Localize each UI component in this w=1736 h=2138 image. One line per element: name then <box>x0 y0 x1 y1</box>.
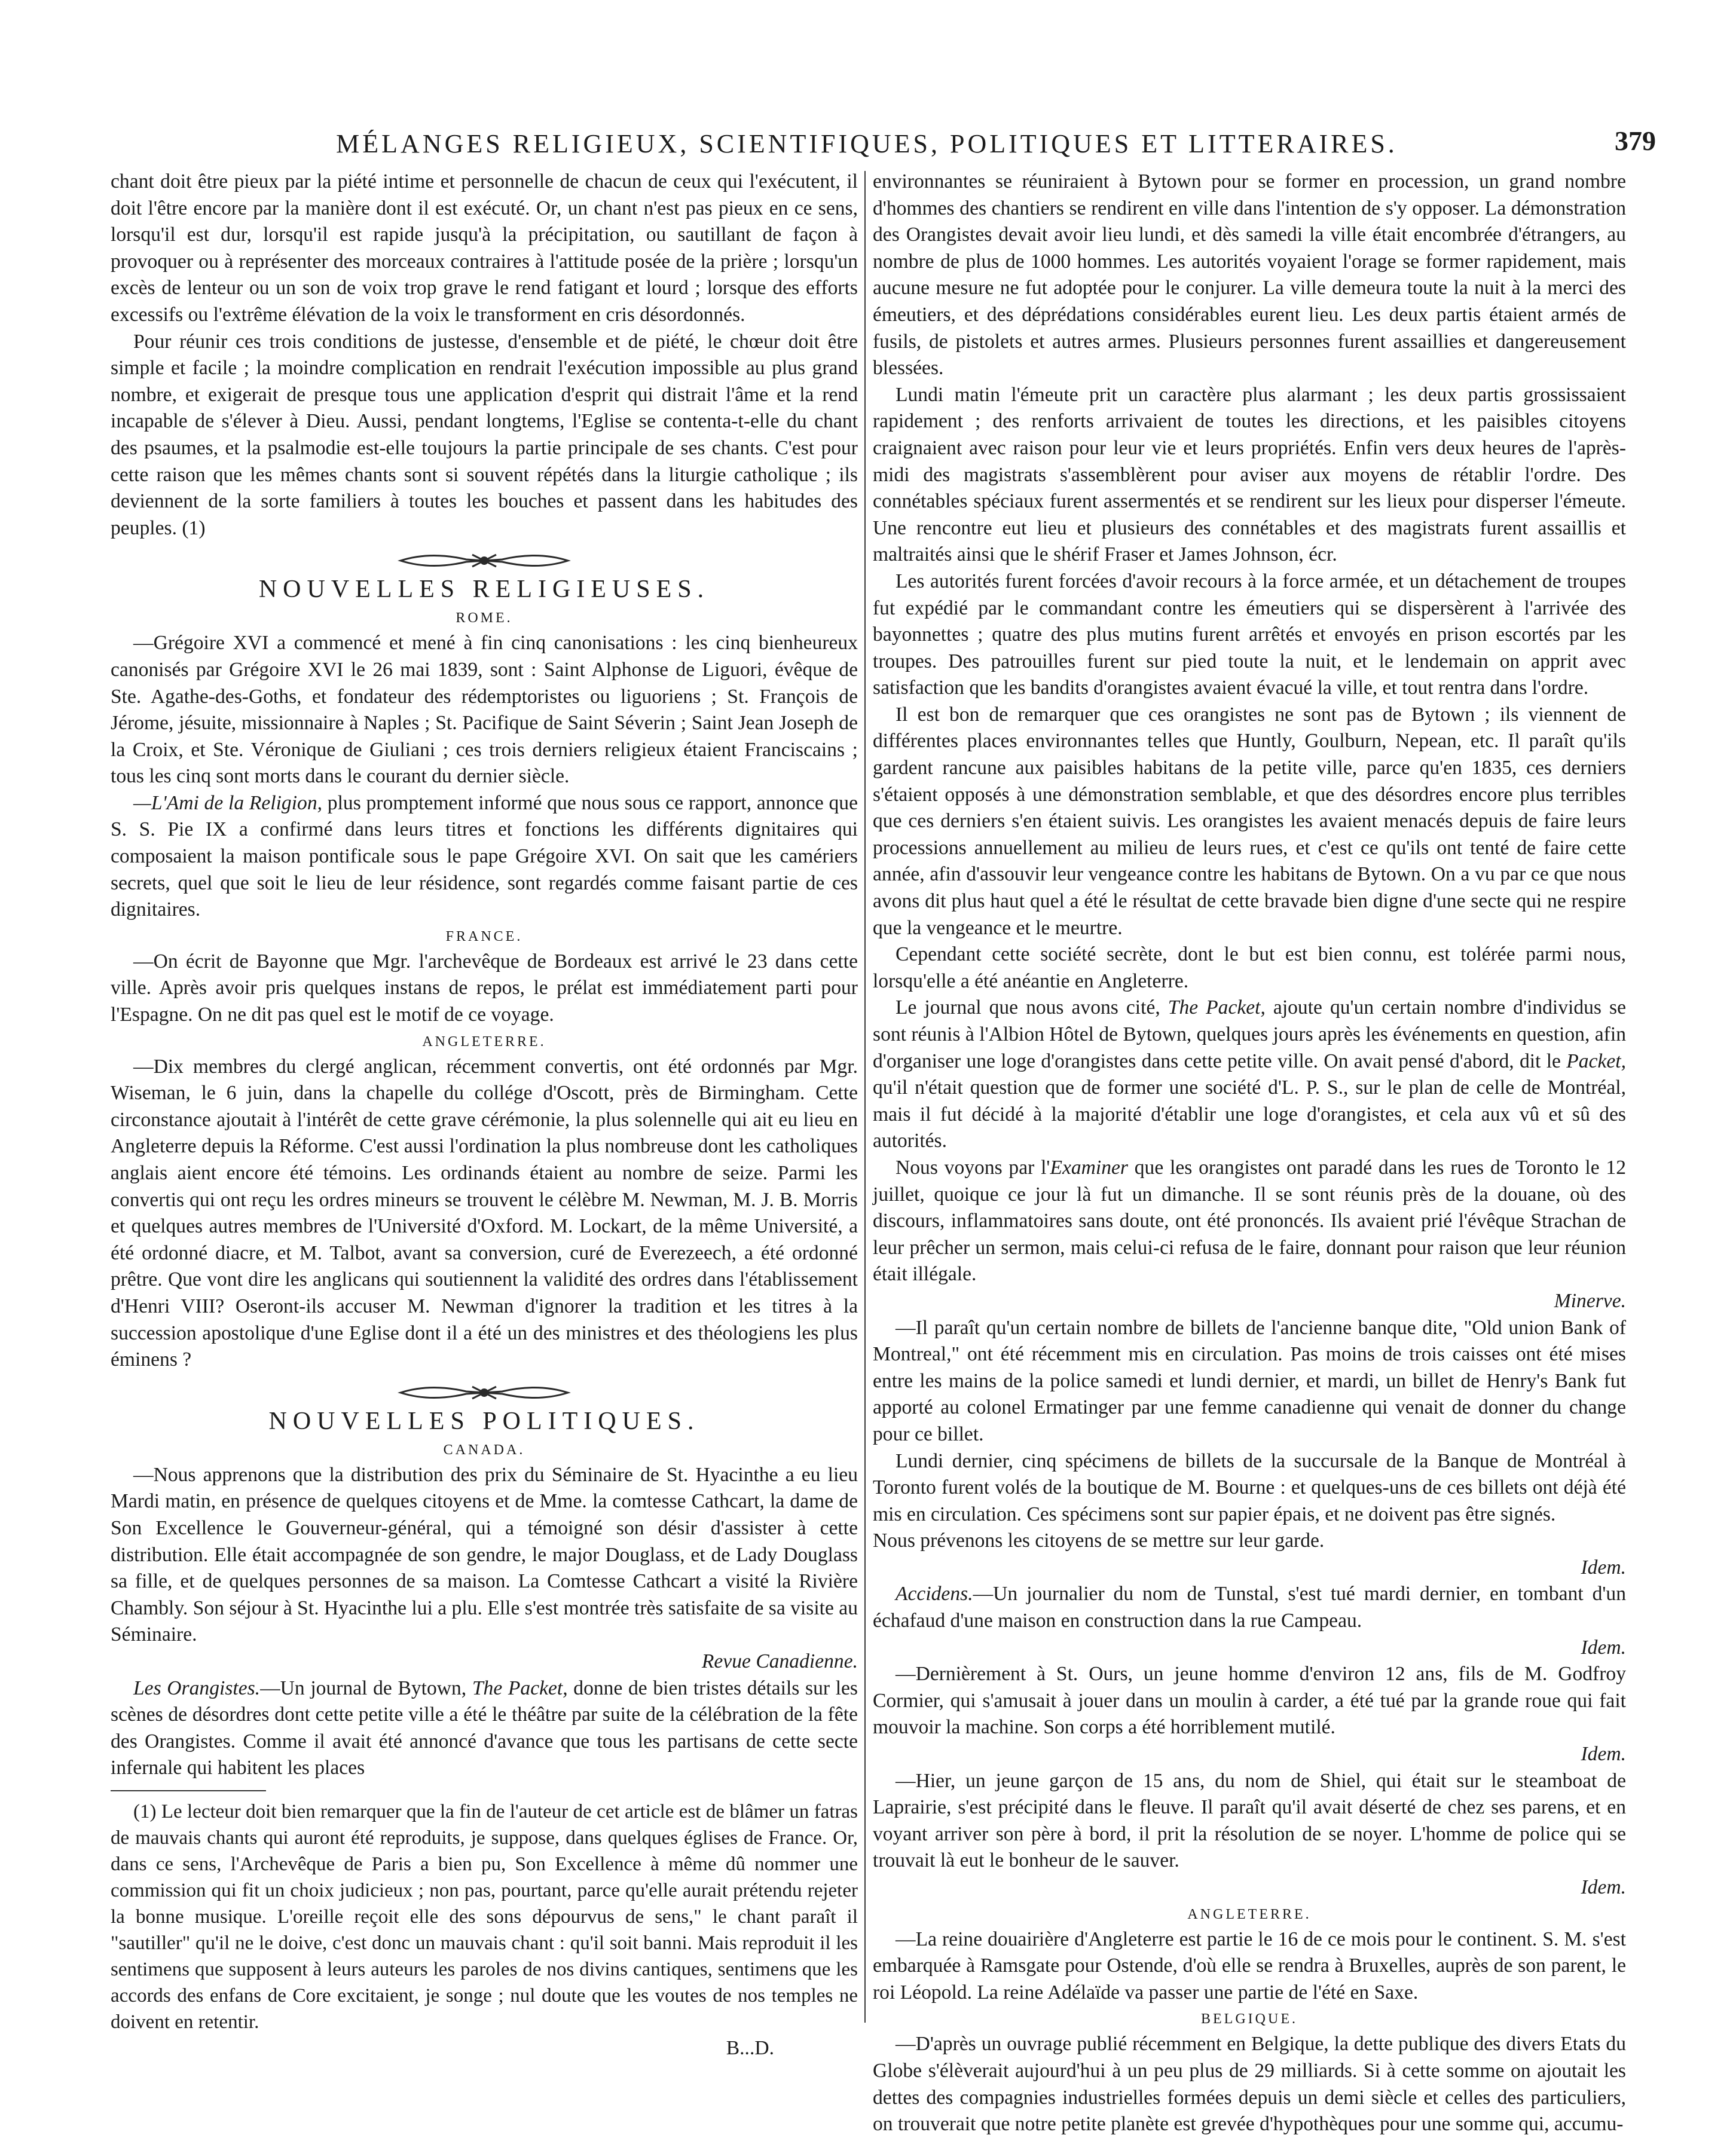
subheading-canada: CANADA. <box>443 1442 525 1458</box>
section-title-religious: NOUVELLES RELIGIEUSES. <box>258 576 710 604</box>
page-number: 379 <box>1615 126 1656 156</box>
right-column <box>873 169 1626 2136</box>
paragraph-packet <box>873 995 1626 1155</box>
publication-name: Examiner <box>1050 1156 1128 1179</box>
paragraph: —Il paraît qu'un certain nombre de billets de l'ancienne banque dite, "Old union Bank of Montreal," ont été récemment mis en circulation. Pas moins de trois caisses ont été mises entre les mains de la police samedi et lundi dernier, et mardi, un billet de Henry's Bank fut apporté au colonel Ermatinger par une femme canadienne qui venait de donner du change pour ce billet. <box>873 1316 1626 1445</box>
source-credit: Idem. <box>1581 1556 1626 1579</box>
paragraph-text: plus promptement informé que nous sous ce rapport, annonce que S. S. Pie IX a confirmé dans leurs titres et fonctions les différents dignitaires qui composaient la maison pontificale sous le pape Grégoire XVI. On sait que les camériers secrets, quel que soit le lieu de leur résidence, sont regardés comme faisant partie de ces dignitaires. <box>111 791 858 921</box>
paragraph: Il est bon de remarquer que ces orangistes ne sont pas de Bytown ; ils viennent de différentes places environnantes telles que Huntly, Goulburn, Nepean, etc. Il paraît qu'ils gardent rancune aux paisibles habitans de la petite ville, parce qu'en 1835, ces derniers s'étaient opposés à une démonstration semblable, et que des désordres encore plus terribles que ces derniers s'en étaient suivis. Les orangistes les avaient menacés depuis de faire leurs processions annuellement au milieu de leurs rues, et c'est ce qu'ils ont tenté de faire cette année, afin d'assouvir leur vengeance contre les habitans de Bytown. On a vu par ce que nous avons dit plus haut quel a été le résultat de cette bravade bien digne d'une secte qui ne respire que la vengeance et le meurtre. <box>873 703 1626 939</box>
paragraph: —La reine douairière d'Angleterre est partie le 16 de ce mois pour le continent. S. M. s'est embarquée à Ramsgate pour Ostende, d'où elle se rendra à Bruxelles, auprès de son parent, le roi Léopold. La reine Adélaïde va passer une partie de l'été en Saxe. <box>873 1928 1626 2004</box>
source-credit: Idem. <box>1581 1876 1626 1898</box>
ornament-icon <box>395 1381 574 1405</box>
running-head <box>78 117 1656 164</box>
ornament-divider <box>111 1380 858 1406</box>
ornament-divider <box>111 548 858 574</box>
paragraph: environnantes se réuniraient à Bytown pour se former en procession, un grand nombre d'hommes des chantiers se rendirent en ville dans l'intention de s'y opposer. La démonstration des Orangistes devait avoir lieu lundi, et dès samedi la ville était encombrée d'étrangers, au nombre de plus de 1000 hommes. Les autorités voyaient l'orage se former rapidement, mais aucune mesure ne fut adoptée pour le conjurer. La ville demeura toute la nuit à la merci des émeutiers, et des déprédations considérables eurent lieu. Les deux partis étaient armés de fusils, de pistolets et autres armes. Plusieurs personnes furent assaillies et dangereusement blessées. <box>873 170 1626 380</box>
paragraph-text: Nous voyons par l' <box>895 1156 1050 1179</box>
footnote <box>111 1799 858 2062</box>
subheading-angleterre: ANGLETERRE. <box>422 1033 546 1050</box>
publication-name: The Packet, <box>472 1677 568 1699</box>
paragraph-examiner <box>873 1155 1626 1288</box>
paragraph: —On écrit de Bayonne que Mgr. l'archevêque de Bordeaux est arrivé le 23 dans cette ville. Après avoir pris quelques instans de repos, le prélat est immédiatement parti pour l'Espagne. On ne dit pas quel est le motif de ce voyage. <box>111 950 858 1026</box>
paragraph: Pour réunir ces trois conditions de justesse, d'ensemble et de piété, le chœur doit être simple et facile ; la moindre complication en rendrait l'exécution impossible au plus grand nombre, et exigerait de presque tous une application d'esprit qui distrait l'âme et la rend incapable de s'élever à Dieu. Aussi, pendant longtems, l'Eglise se contenta-t-elle du chant des psaumes, et la psalmodie est-elle toujours la partie principale de ses chants. C'est pour cette raison que les mêmes chants sont si souvent répétés dans la liturgie catholique ; ils deviennent de la sorte familiers à toutes les bouches et passent dans les habitudes des peuples. (1) <box>111 330 858 539</box>
left-column <box>111 169 858 2059</box>
subheading-belgique: BELGIQUE. <box>1201 2011 1298 2027</box>
paragraph: —Dix membres du clergé anglican, récemment convertis, ont été ordonnés par Mgr. Wiseman, le 6 juin, dans la chapelle du collége d'Oscott, près de Birmingham. Cette circonstance ajoutait à l'intérêt de cette grave cérémonie, la plus solennelle qui ait eu lieu en Angleterre depuis la Réforme. C'est aussi l'ordination la plus nombreuse dont les catholiques anglais aient encore été témoins. Les ordinands étaient au nombre de seize. Parmi les convertis qui ont reçu les ordres mineurs se trouvent le célèbre M. Newman, M. J. B. Morris et quelques autres membres de l'Université d'Oxford. M. Lockart, de la même Université, a été ordonné diacre, et M. Talbot, avant sa conversion, curé de Everezeech, a été ordonné prêtre. Que vont dire les anglicans qui soutiennent la validité des ordres dans l'établissement d'Henri VIII? Oseront-ils accuser M. Newman d'ignorer la tradition et les titres à la succession apostolique d'une Eglise dont il a été un des ministres et des théologiens les plus éminens ? <box>111 1055 858 1371</box>
ornament-icon <box>395 549 574 573</box>
paragraph-text: Le journal que nous avons cité, <box>895 996 1168 1019</box>
paragraph: Cependant cette société secrète, dont le but est bien connu, est tolérée parmi nous, lorsqu'elle a été anéantie en Angleterre. <box>873 943 1626 992</box>
article-label: Les Orangistes. <box>133 1677 261 1699</box>
footnote-rule <box>111 1790 266 1791</box>
paragraph: Lundi dernier, cinq spécimens de billets de la succursale de la Banque de Montréal à Toronto furent volés de la boutique de M. Bourne : et quelques-uns de ces billets ont déjà été mis en circulation. Ces spécimens sont sur papier épais, et ne doivent pas être signés. <box>873 1449 1626 1525</box>
paragraph-text: —Un journalier du nom de Tunstal, s'est tué mardi dernier, en tombant d'un échafaud d'une maison en construction dans la rue Campeau. <box>873 1583 1626 1632</box>
paragraph-text: qu'il n'était question que de former une société d'L. P. S., sur le plan de celle de Montréal, mais il fut décidé à la majorité d'établir une loge d'orangistes, et cela aux vû et sû des autorités. <box>873 1076 1626 1152</box>
footnote-signature: B...D. <box>726 2036 774 2059</box>
article-label: Accidens. <box>895 1583 973 1605</box>
running-title: MÉLANGES RELIGIEUX, SCIENTIFIQUES, POLITIQUES ET LITTERAIRES. <box>336 129 1398 158</box>
paragraph-text: —Un journal de Bytown, <box>260 1677 472 1699</box>
source-credit: Idem. <box>1581 1636 1626 1659</box>
paragraph-orangistes <box>111 1675 858 1782</box>
paragraph: —Dernièrement à St. Ours, un jeune homme d'environ 12 ans, fils de M. Godfroy Cormier, qui s'amusait à jouer dans un moulin à carder, a été tué par la grande roue qui fait mouvoir la machine. Son corps a été horriblement mutilé. <box>873 1663 1626 1739</box>
publication-name: Packet, <box>1566 1050 1626 1072</box>
publication-name: The Packet, <box>1167 996 1266 1019</box>
paragraph: —Grégoire XVI a commencé et mené à fin cinq canonisations : les cinq bienheureux canonisés par Grégoire XVI le 26 mai 1839, sont : Saint Alphonse de Liguori, évêque de Ste. Agathe-des-Goths, et fondateur des rédemptoristes ou liguoriens ; St. François de Jérome, jésuite, missionnaire à Naples ; St. Pacifique de Saint Séverin ; Saint Jean Joseph de la Croix, et Ste. Véronique de Giuliani ; ces trois derniers religieux étaient Franciscains ; tous les cinq sont morts dans le courant du dernier siècle. <box>111 632 858 788</box>
paragraph-ami <box>111 790 858 923</box>
source-credit: Minerve. <box>1554 1289 1626 1312</box>
column-divider <box>864 171 866 2023</box>
publication-name: —L'Ami de la Religion, <box>133 791 323 814</box>
source-credit: Revue Canadienne. <box>701 1650 858 1672</box>
subheading-rome: ROME. <box>456 610 513 626</box>
section-title-political: NOUVELLES POLITIQUES. <box>268 1407 700 1435</box>
paragraph: Lundi matin l'émeute prit un caractère plus alarmant ; les deux partis grossissaient rapidement ; des renforts arrivaient de toutes les directions, et les paisibles citoyens craignaient avec raison pour leur vie et leurs propriétés. Enfin vers deux heures de l'après-midi des magistrats s'assemblèrent pour aviser aux moyens de rétablir l'ordre. Des connétables spéciaux furent assermentés et se rendirent sur les lieux pour disperser l'émeute. Une rencontre eut lieu et plusieurs des connétables et des magistrats furent assaillis et maltraités ainsi que le shérif Fraser et James Johnson, écr. <box>873 383 1626 566</box>
paragraph-accidens <box>873 1581 1626 1634</box>
source-credit: Idem. <box>1581 1743 1626 1766</box>
paragraph: Les autorités furent forcées d'avoir recours à la force armée, et un détachement de troupes fut expédié par le commandant contre les émeutiers qui se dispersèrent à l'arrivée des bayonnettes ; quatre des plus mutins furent arrêtés et envoyés en prison escortés par les troupes. Des patrouilles furent sur pied toute la nuit, et le lendemain on apprit avec satisfaction que les bandits d'orangistes avaient évacué la ville, et tout rentra dans l'ordre. <box>873 570 1626 699</box>
paragraph: —Hier, un jeune garçon de 15 ans, du nom de Shiel, qui était sur le steamboat de Laprairie, s'est précipité dans le fleuve. Il paraît qu'il avait déserté de chez ses parens, et en voyant arriver son père à bord, il prit la résolution de se noyer. L'homme de police qui se trouvait là eut le bonheur de le sauver. <box>873 1769 1626 1872</box>
paragraph: Nous prévenons les citoyens de se mettre sur leur garde. <box>873 1530 1325 1552</box>
paragraph-text: que les orangistes ont paradé dans les rues de Toronto le 12 juillet, quoique ce jour là fut un dimanche. Il se sont réunis près de la douane, où des discours, inflammatoires sans doute, ont été prononcés. Ils avaient prié l'évêque Strachan de leur prêcher un sermon, mais celui-ci refusa de le faire, donnant pour raison que leur réunion était illégale. <box>873 1156 1626 1286</box>
paragraph: —Nous apprenons que la distribution des prix du Séminaire de St. Hyacinthe a eu lieu Mardi matin, en présence de quelques citoyens et de Mme. la comtesse Cathcart, la dame de Son Excellence le Gouverneur-général, qui a témoigné son désir d'assister à cette distribution. Elle était accompagnée de son gendre, le major Douglass, et de Lady Douglass sa fille, et de quelques personnes de sa maison. La Comtesse Cathcart a visité la Rivière Chambly. Son séjour à St. Hyacinthe lui a plu. Elle s'est montrée très satisfaite de sa visite au Séminaire. <box>111 1463 858 1646</box>
paragraph: chant doit être pieux par la piété intime et personnelle de chacun de ceux qui l'exécutent, il doit l'être encore par la manière dont il est exécuté. Or, un chant n'est pas pieux en ce sens, lorsqu'il est dur, lorsqu'il est rapide jusqu'à la précipitation, ou sautillant de façon à provoquer ou à représenter des morceaux contraires à l'attitude posée de la prière ; lorsqu'un excès de lenteur ou un son de voix trop grave le rend fatigant et lourd ; lorsque des efforts excessifs ou l'extrême élévation de la voix le transforment en cris désordonnés. <box>111 170 858 326</box>
paragraph-text: donne de bien tristes détails sur les scènes de désordres dont cette petite ville a été le théâtre par suite de la célébration de la fête des Orangistes. Comme il avait été annoncé d'avance que tous les partisans de cette secte infernale qui habitent les places <box>111 1677 858 1779</box>
subheading-angleterre: ANGLETERRE. <box>1187 1906 1312 1922</box>
subheading-france: FRANCE. <box>445 928 523 944</box>
paragraph-text: ajoute qu'un certain nombre d'individus se sont réunis à l'Albion Hôtel de Bytown, quelques jours après les événements en question, afin d'organiser une loge d'orangistes dans cette petite ville. On avait pensé d'abord, dit le <box>873 996 1626 1072</box>
paragraph: —D'après un ouvrage publié récemment en Belgique, la dette publique des divers Etats du Globe s'élèverait aujourd'hui à un peu plus de 29 milliards. Si à cette somme on ajoutait les dettes des compagnies industrielles formées depuis un demi siècle et celles des particuliers, on trouverait que notre petite planète est grevée d'hypothèques pour une somme qui, accumu- <box>873 2033 1626 2136</box>
footnote-text: (1) Le lecteur doit bien remarquer que la fin de l'auteur de cet article est de blâmer un fatras de mauvais chants qui auront été reproduits, je suppose, dans quelques églises de France. Or, dans ce sens, l'Archevêque de Paris a bien pu, Son Excellence à même dû nommer une commission qui fit un choix judicieux ; non pas, pourtant, parce qu'elle aurait prétendu rejeter la bonne musique. L'oreille reçoit elle des sons dépourvus de sens," le chant paraît il "sautiller" qu'il ne le doive, c'est donc un mauvais chant : qu'il soit banni. Mais reproduit il les sentimens que supposent à leurs auteurs les paroles de nos divins cantiques, sentimens que les accords des enfans de Core excitaient, je songe ; nul doute que les voutes de nos temples ne doivent en retentir. <box>111 1800 858 2033</box>
